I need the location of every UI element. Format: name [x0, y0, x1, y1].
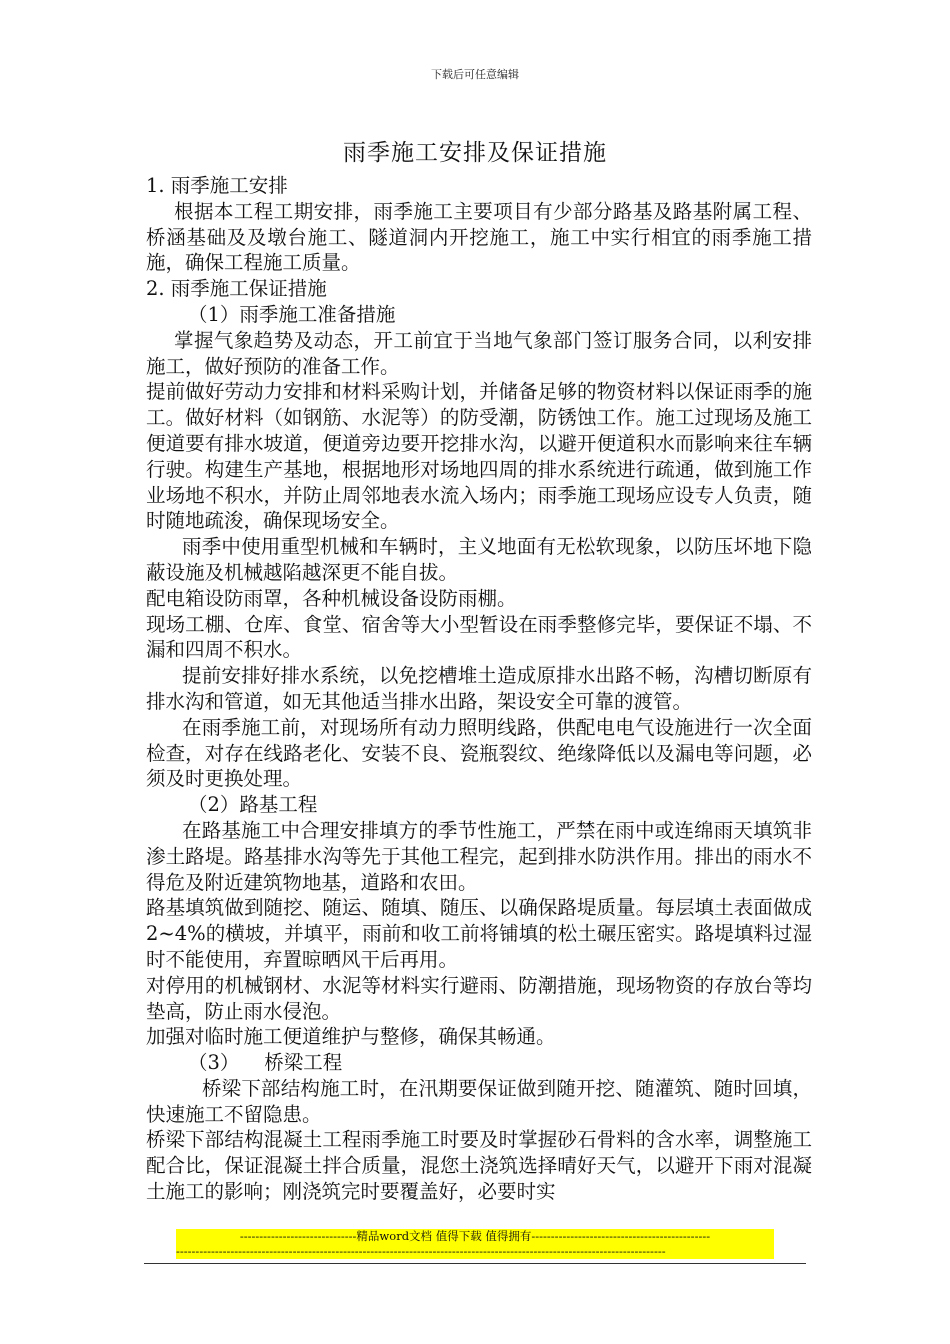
- paragraph: 掌握气象趋势及动态，开工前宜于当地气象部门签订服务合同，以利安排施工，做好预防的准备工作。: [146, 328, 812, 378]
- paragraph: 桥梁下部结构施工时，在汛期要保证做到随开挖、随灌筑、随时回填，快速施工不留隐患。: [146, 1076, 812, 1126]
- document-body: [146, 173, 812, 1205]
- subsection-heading: （3） 桥梁工程: [188, 1051, 343, 1075]
- paragraph: 加强对临时施工便道维护与整修，确保其畅通。: [146, 1025, 556, 1049]
- paragraph: 在路基施工中合理安排填方的季节性施工，严禁在雨中或连绵雨天填筑非渗土路堤。路基排水沟等先于其他工程完，起到排水防洪作用。排出的雨水不得危及附近建筑物地基，道路和农田。: [146, 818, 812, 894]
- paragraph: 配电箱设防雨罩，各种机械设备设防雨棚。: [146, 586, 517, 610]
- document-title: 雨季施工安排及保证措施: [343, 140, 607, 166]
- footer-rule: [144, 1263, 806, 1264]
- paragraph: 桥梁下部结构混凝土工程雨季施工时要及时掌握砂石骨料的含水率，调整施工配合比，保证混凝土拌合质量，混您土浇筑选择晴好天气，以避开下雨对混凝土施工的影响；刚浇筑完时要覆盖好，必要时实: [146, 1128, 812, 1204]
- paragraph: 根据本工程工期安排，雨季施工主要项目有少部分路基及路基附属工程、桥涵基础及及墩台施工、隧道洞内开挖施工，施工中实行相宜的雨季施工措施，确保工程施工质量。: [146, 199, 812, 275]
- section-heading-1: 1. 雨季施工安排: [146, 174, 288, 197]
- header-note: 下载后可任意编辑: [431, 68, 519, 81]
- paragraph: 对停用的机械钢材、水泥等材料实行避雨、防潮措施，现场物资的存放台等均垫高，防止雨水侵泡。: [146, 973, 812, 1023]
- paragraph: 现场工棚、仓库、食堂、宿舍等大小型暂设在雨季整修完毕，要保证不塌、不漏和四周不积水。: [146, 612, 812, 662]
- paragraph: 路基填筑做到随挖、随运、随填、随压、以确保路堤质量。每层填土表面做成2~4%的横坡，并填平，雨前和收工前将铺填的松土碾压密实。路堤填料过湿时不能使用，弃置晾晒风干后再用。: [146, 896, 812, 971]
- paragraph: 雨季中使用重型机械和车辆时，主义地面有无松软现象，以防压坏地下隐蔽设施及机械越陷越深更不能自拔。: [146, 535, 812, 584]
- footer-dash-line: ------------------------------------------------------------------------------------------------------------------------------: [176, 1244, 666, 1258]
- subsection-heading: （2）路基工程: [188, 793, 318, 817]
- section-heading-2: 2. 雨季施工保证措施: [146, 277, 327, 301]
- paragraph: 提前做好劳动力安排和材料采购计划，并储备足够的物资材料以保证雨季的施工。做好材料（如钢筋、水泥等）的防受潮，防锈蚀工作。施工过现场及施工便道要有排水坡道，便道旁边要开挖排水沟，以避开便道积水而影响来往车辆行驶。构建生产基地，根据地形对场地四周的排水系统进行疏通，做到施工作业场地不积水，并防止周邻地表水流入场内；雨季施工现场应设专人负责，随时随地疏浚，确保现场安全。: [146, 380, 812, 533]
- paragraph: 提前安排好排水系统，以免挖槽堆土造成原排水出路不畅，沟槽切断原有排水沟和管道，如无其他适当排水出路，架设安全可靠的渡管。: [146, 664, 812, 713]
- footer-banner: [176, 1229, 774, 1259]
- paragraph: 在雨季施工前，对现场所有动力照明线路，供配电电气设施进行一次全面检查，对存在线路老化、安装不良、瓷瓶裂纹、绝缘降低以及漏电等问题，必须及时更换处理。: [146, 715, 812, 791]
- footer-banner-line: ------------------------------精品word文档 值得下载 值得拥有----------------------------------------------: [239, 1229, 711, 1243]
- subsection-heading: （1）雨季施工准备措施: [188, 302, 396, 326]
